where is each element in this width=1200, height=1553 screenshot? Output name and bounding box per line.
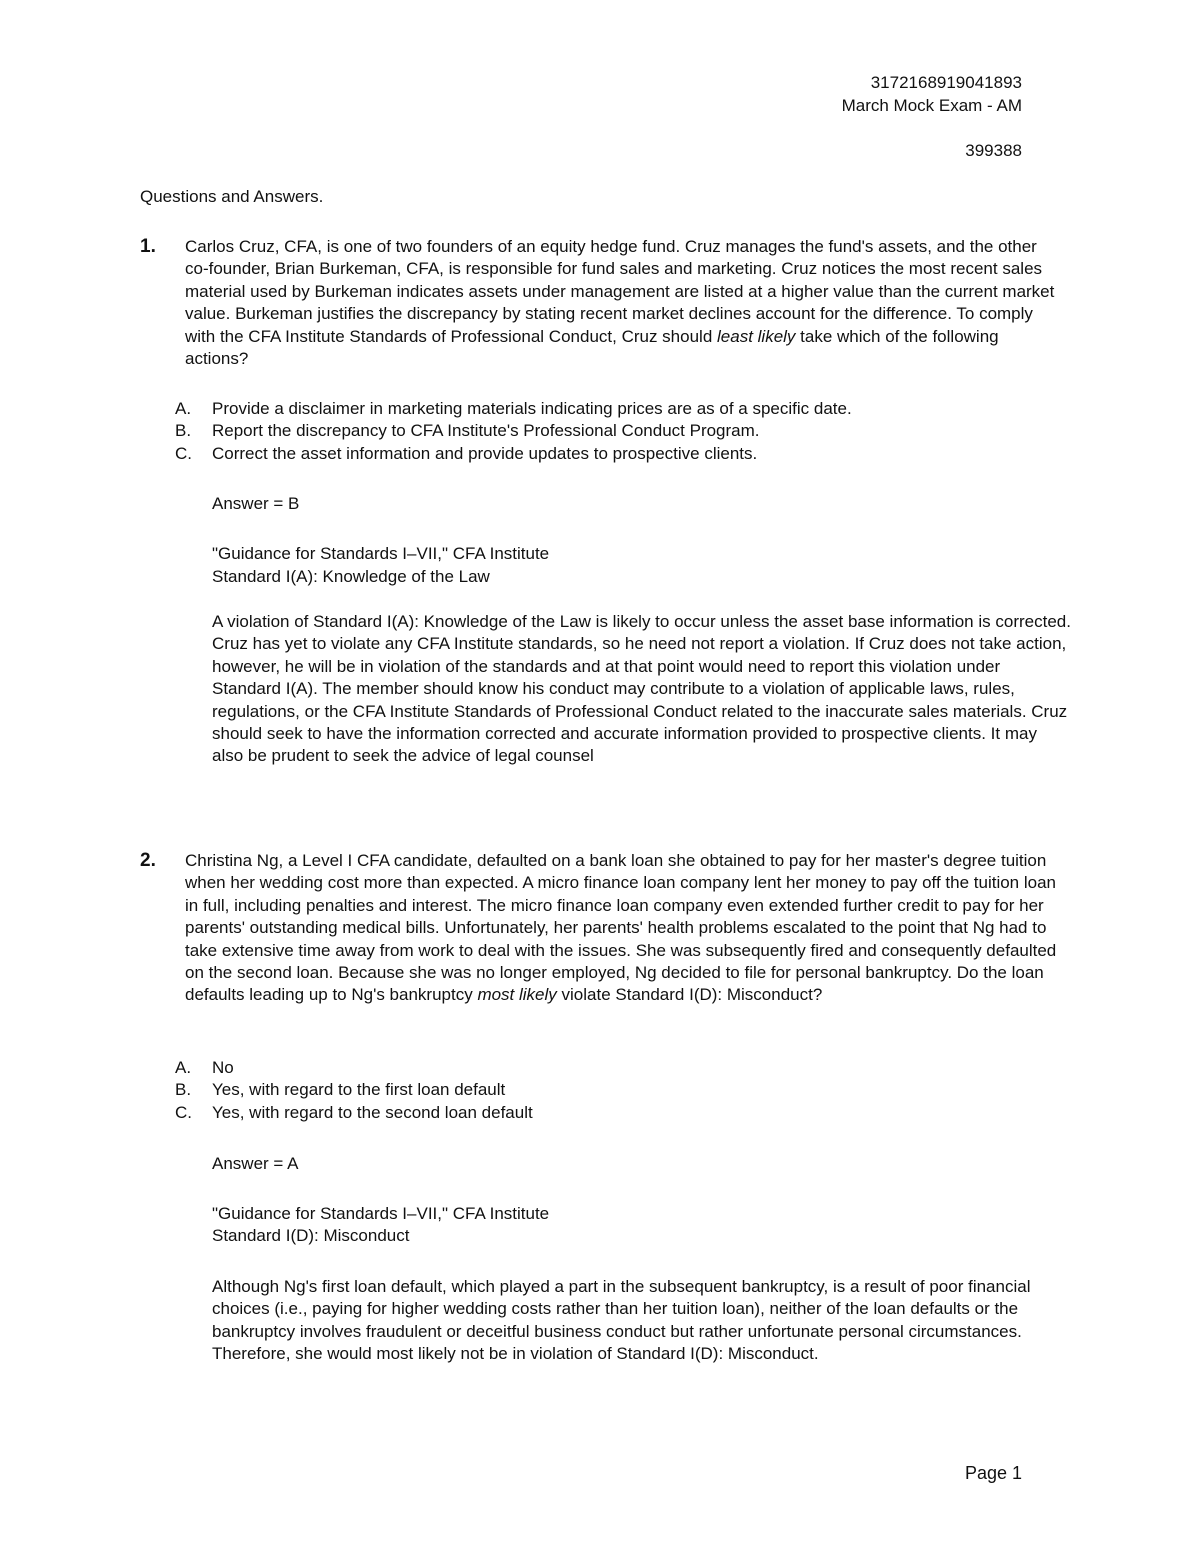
document-id: 3172168919041893 bbox=[870, 73, 1022, 92]
question-2-explanation: Although Ng's first loan default, which played a part in the subsequent bankruptcy, is a result of poor financial choices (i.e., paying for higher wedding costs rather than her tuition loan), neither of the loan defaults or the bankruptcy involves fraudulent or deceitful business conduct but rather unfortunate personal circumstances. Therefore, she would most likely not be in violation of Standard I(D): Misconduct. bbox=[212, 1277, 1031, 1364]
option-letter: C. bbox=[175, 443, 192, 463]
question-1-stem-text: Carlos Cruz, CFA, is one of two founders of an equity hedge fund. Cruz manages the fund's assets, and the other co-founder, Brian Burkeman, CFA, is responsible for fund sales and marketing. Cruz notices the most recent sales material used by Burkeman indicates assets under management are listed at a higher value than the current market value. Burkeman justifies the discrepancy by stating recent market declines account for the difference. To comply with the CFA Institute Standards of Professional Conduct, Cruz should bbox=[185, 237, 1055, 346]
question-1-explanation: A violation of Standard I(A): Knowledge of the Law is likely to occur unless the asset base information is corrected. Cruz has yet to violate any CFA Institute standards, so he need not report a violation. If Cruz does not take action, however, he will be in violation of the standards and at that point would need to report this violation under Standard I(A). The member should know his conduct may contribute to a violation of applicable laws, rules, regulations, or the CFA Institute Standards of Professional Conduct related to the inaccurate sales materials. Cruz should seek to have the information corrected and accurate information provided to prospective clients. It may also be prudent to seek the advice of legal counsel bbox=[212, 612, 1071, 766]
question-1-stem bbox=[185, 236, 1065, 370]
option-b bbox=[175, 420, 1055, 442]
question-2-options bbox=[175, 1057, 1055, 1124]
question-2-stem-text: Christina Ng, a Level I CFA candidate, defaulted on a bank loan she obtained to pay for her master's degree tuition when her wedding cost more than expected. A micro finance loan company lent her money to pay off the tuition loan in full, including penalties and interest. The micro finance loan company even extended further credit to pay for her parents' outstanding medical bills. Unfortunately, her parents' health problems escalated to the point that Ng had to take extensive time away from work to deal with the issues. She was subsequently fired and consequently defaulted on the second loan. Because she was no longer employed, Ng decided to file for personal bankruptcy. Do the loan defaults leading up to Ng's bankruptcy bbox=[185, 851, 1057, 1005]
question-2-number: 2. bbox=[140, 850, 156, 871]
question-1-number: 1. bbox=[140, 236, 156, 257]
question-2-stem-emphasis: most likely bbox=[477, 985, 557, 1005]
exam-number: 399388 bbox=[965, 141, 1022, 160]
exam-title: March Mock Exam - AM bbox=[841, 96, 1022, 115]
option-a bbox=[175, 1057, 1055, 1079]
page-number: Page 1 bbox=[964, 1463, 1022, 1483]
option-letter: B. bbox=[175, 421, 192, 441]
question-2-reference: "Guidance for Standards I–VII," CFA Institute bbox=[212, 1204, 550, 1223]
option-c bbox=[175, 1102, 1055, 1124]
question-1-standard: Standard I(A): Knowledge of the Law bbox=[212, 567, 490, 586]
option-b bbox=[175, 1079, 1055, 1101]
question-1-options bbox=[175, 398, 1055, 465]
question-2-stem bbox=[185, 850, 1065, 1007]
option-text: Yes, with regard to the first loan default bbox=[212, 1080, 506, 1100]
question-2-answer: Answer = A bbox=[212, 1154, 299, 1173]
question-1-stem-emphasis: least likely bbox=[717, 326, 796, 346]
option-text: No bbox=[212, 1058, 234, 1077]
question-1-reference: "Guidance for Standards I–VII," CFA Institute bbox=[212, 544, 550, 563]
option-a bbox=[175, 398, 1055, 420]
option-letter: A. bbox=[175, 1058, 192, 1077]
option-text: Provide a disclaimer in marketing materials indicating prices are as of a specific date. bbox=[212, 399, 852, 418]
option-text: Report the discrepancy to CFA Institute's Professional Conduct Program. bbox=[212, 421, 760, 441]
option-c bbox=[175, 443, 1055, 465]
question-1-stem-end: take which of the following actions? bbox=[185, 326, 999, 369]
question-2-stem-end: violate Standard I(D): Misconduct? bbox=[556, 985, 823, 1005]
intro-heading: Questions and Answers. bbox=[140, 187, 324, 206]
option-text: Yes, with regard to the second loan default bbox=[212, 1102, 533, 1122]
question-1-answer: Answer = B bbox=[212, 494, 300, 513]
option-letter: A. bbox=[175, 399, 192, 418]
option-letter: B. bbox=[175, 1080, 192, 1100]
question-2-standard: Standard I(D): Misconduct bbox=[212, 1226, 410, 1245]
option-text: Correct the asset information and provide updates to prospective clients. bbox=[212, 443, 758, 463]
option-letter: C. bbox=[175, 1102, 192, 1122]
